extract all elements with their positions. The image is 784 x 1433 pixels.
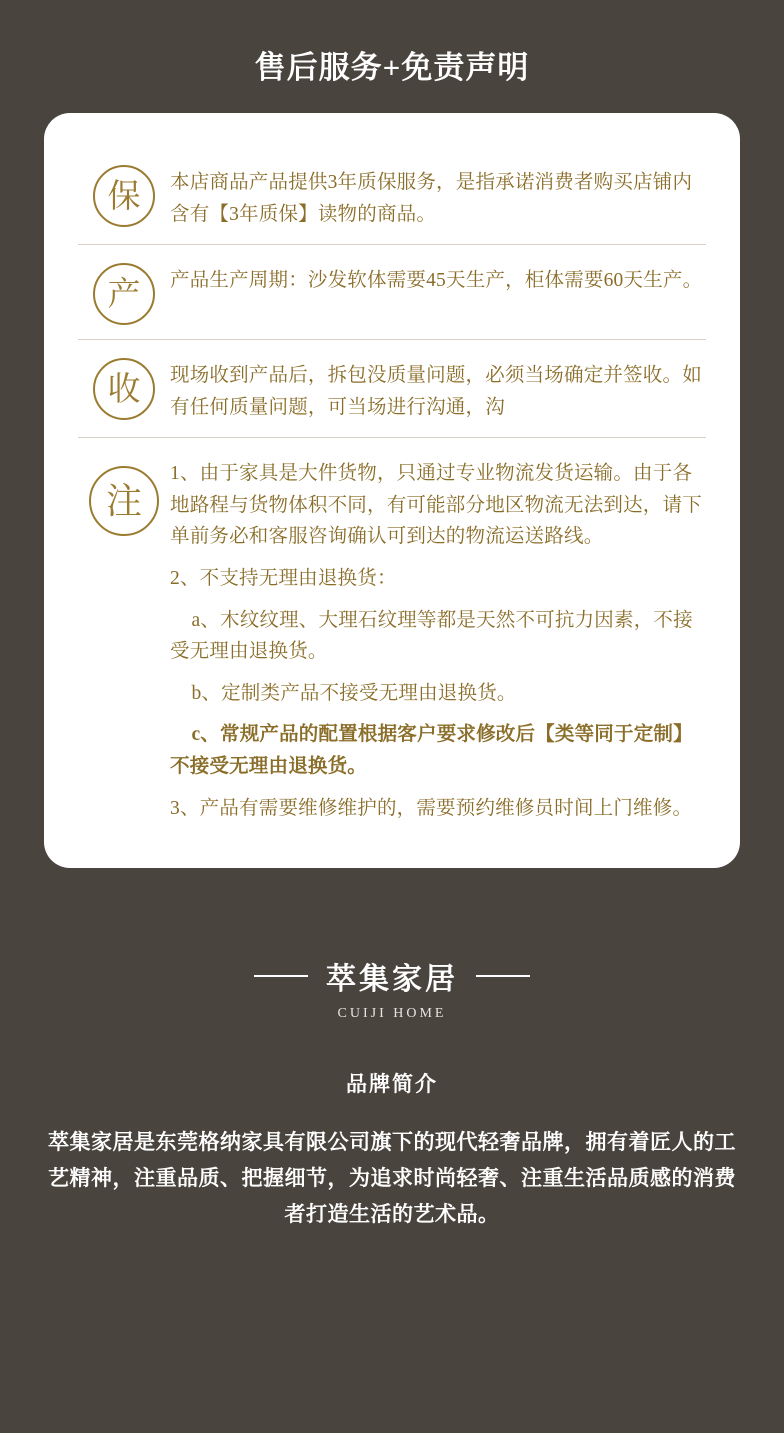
brand-intro-title: 品牌简介 [346, 1072, 438, 1097]
brand-description: 萃集家居是东莞格纳家具有限公司旗下的现代轻奢品牌，拥有着匠人的工艺精神，注重品质、把握细节，为追求时尚轻奢、注重生活品质感的消费者打造生活的艺术品。 [48, 1130, 736, 1227]
badge-wrap [78, 452, 170, 536]
warranty-badge-icon: 保 [93, 165, 155, 227]
receiving-badge-icon: 收 [93, 358, 155, 420]
brand-name-line [0, 954, 784, 998]
note-returns-title: 2、不支持无理由退换货： [170, 568, 397, 590]
service-row-warranty [78, 147, 706, 244]
note-maintenance: 3、产品有需要维修维护的，需要预约维修员时间上门维修。 [170, 797, 693, 819]
badge-wrap [78, 161, 170, 227]
badge-wrap [78, 354, 170, 420]
service-row-receiving-body [170, 354, 706, 423]
brand-section [0, 868, 784, 1272]
service-row-notes [78, 437, 706, 838]
page-title: 售后服务+免责声明 [254, 50, 530, 85]
brand-name: 萃集家居 [326, 963, 458, 997]
service-row-production-text: 产品生产周期：沙发软体需要45天生产，柜体需要60天生产。 [170, 270, 703, 292]
production-badge-icon: 产 [93, 263, 155, 325]
brand-name-en: CUIJI HOME [337, 1006, 447, 1022]
service-row-warranty-text: 本店商品产品提供3年质保服务，是指承诺消费者购买店铺内含有【3年质保】读物的商品。 [170, 172, 693, 225]
service-row-notes-body [170, 452, 706, 824]
left-rule-icon [254, 975, 308, 977]
note-returns-a: a、木纹纹理、大理石纹理等都是天然不可抗力因素，不接受无理由退换货。 [170, 609, 693, 663]
note-returns-c: c、常规产品的配置根据客户要求修改后【类等同于定制】不接受无理由退换货。 [170, 724, 693, 777]
right-rule-icon [476, 975, 530, 977]
service-row-receiving-text: 现场收到产品后，拆包没质量问题，必须当场确定并签收。如有任何质量问题，可当场进行沟通，沟 [170, 365, 702, 418]
notice-badge-icon: 注 [89, 466, 159, 536]
note-logistics: 1、由于家具是大件货物，只通过专业物流发货运输。由于各地路程与货物体积不同，有可能部分地区物流无法到达，请下单前务必和客服咨询确认可到达的物流运送路线。 [170, 463, 702, 548]
service-row-receiving [78, 339, 706, 437]
badge-wrap [78, 259, 170, 325]
service-card [44, 113, 740, 868]
service-row-warranty-body [170, 161, 706, 230]
note-returns-b: b、定制类产品不接受无理由退换货。 [191, 682, 517, 704]
service-row-production [78, 244, 706, 339]
service-row-production-body [170, 259, 706, 297]
